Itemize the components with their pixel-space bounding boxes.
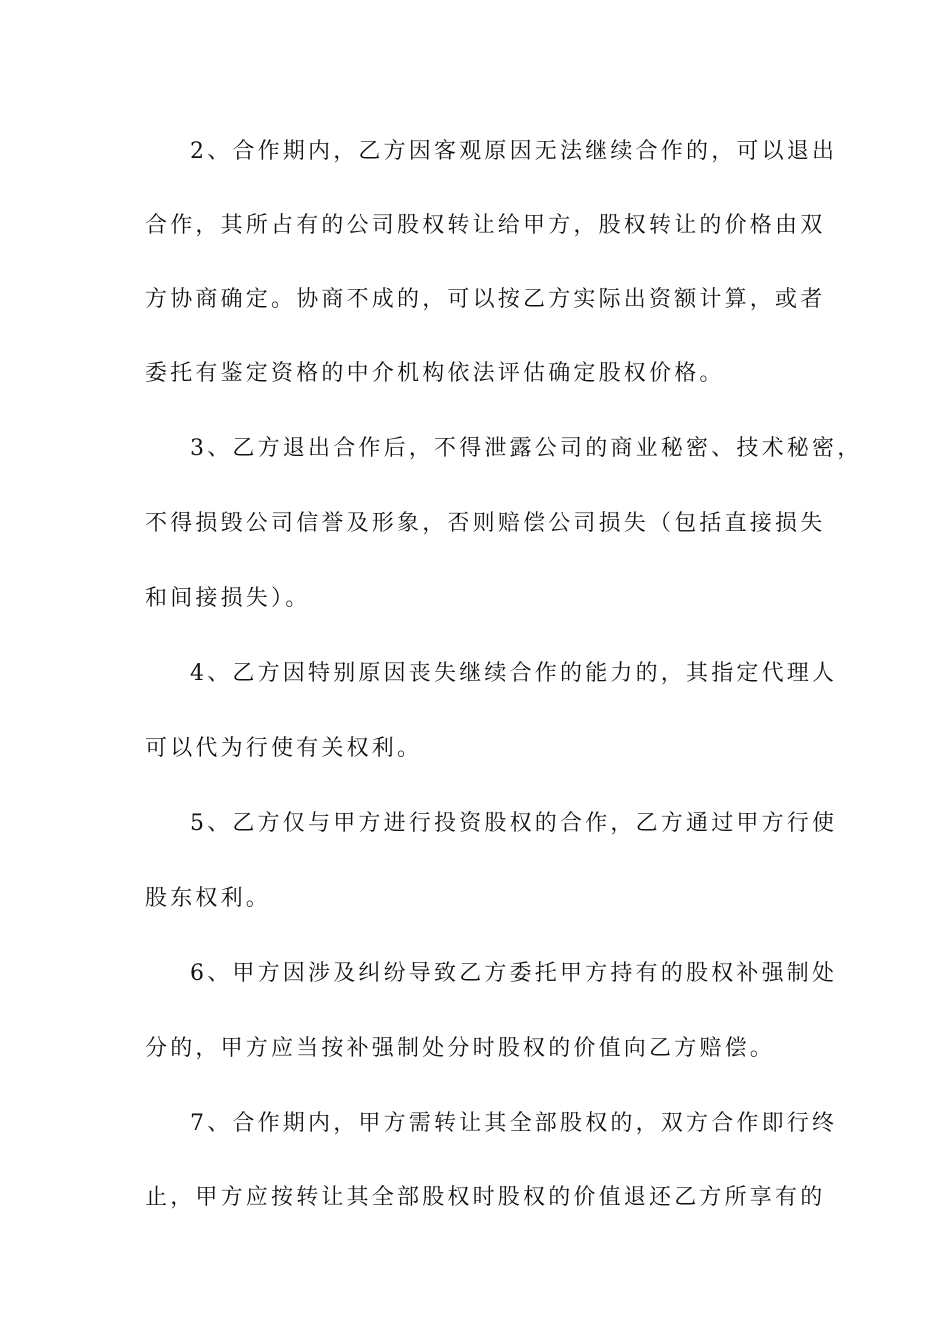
clause-2-line-4: 委托有鉴定资格的中介机构依法评估确定股权价格。 [145, 361, 725, 386]
clause-3-line-2: 不得损毁公司信誉及形象，否则赔偿公司损失（包括直接损失 [145, 511, 826, 536]
clause-7-line-2: 止，甲方应按转让其全部股权时股权的价值退还乙方所享有的 [145, 1185, 826, 1210]
clause-4-line-1: 4、乙方因特别原因丧失继续合作的能力的，其指定代理人 [190, 661, 838, 686]
clause-4-line-2: 可以代为行使有关权利。 [145, 736, 423, 761]
clause-3-line-3: 和间接损失）。 [145, 586, 311, 611]
clause-6-line-1: 6、甲方因涉及纠纷导致乙方委托甲方持有的股权补强制处 [190, 961, 838, 986]
clause-2-line-1: 2、合作期内，乙方因客观原因无法继续合作的，可以退出 [190, 139, 838, 164]
clause-3-line-1: 3、乙方退出合作后，不得泄露公司的商业秘密、技术秘密， [190, 436, 863, 461]
clause-6-line-2: 分的，甲方应当按补强制处分时股权的价值向乙方赔偿。 [145, 1036, 776, 1061]
clause-2-line-2: 合作，其所占有的公司股权转让给甲方，股权转让的价格由双 [145, 213, 826, 238]
clause-5-line-2: 股东权利。 [145, 886, 272, 911]
clause-7-line-1: 7、合作期内，甲方需转让其全部股权的，双方合作即行终 [190, 1111, 838, 1136]
clause-2-line-3: 方协商确定。协商不成的，可以按乙方实际出资额计算，或者 [145, 287, 826, 312]
clause-5-line-1: 5、乙方仅与甲方进行投资股权的合作，乙方通过甲方行使 [190, 811, 838, 836]
